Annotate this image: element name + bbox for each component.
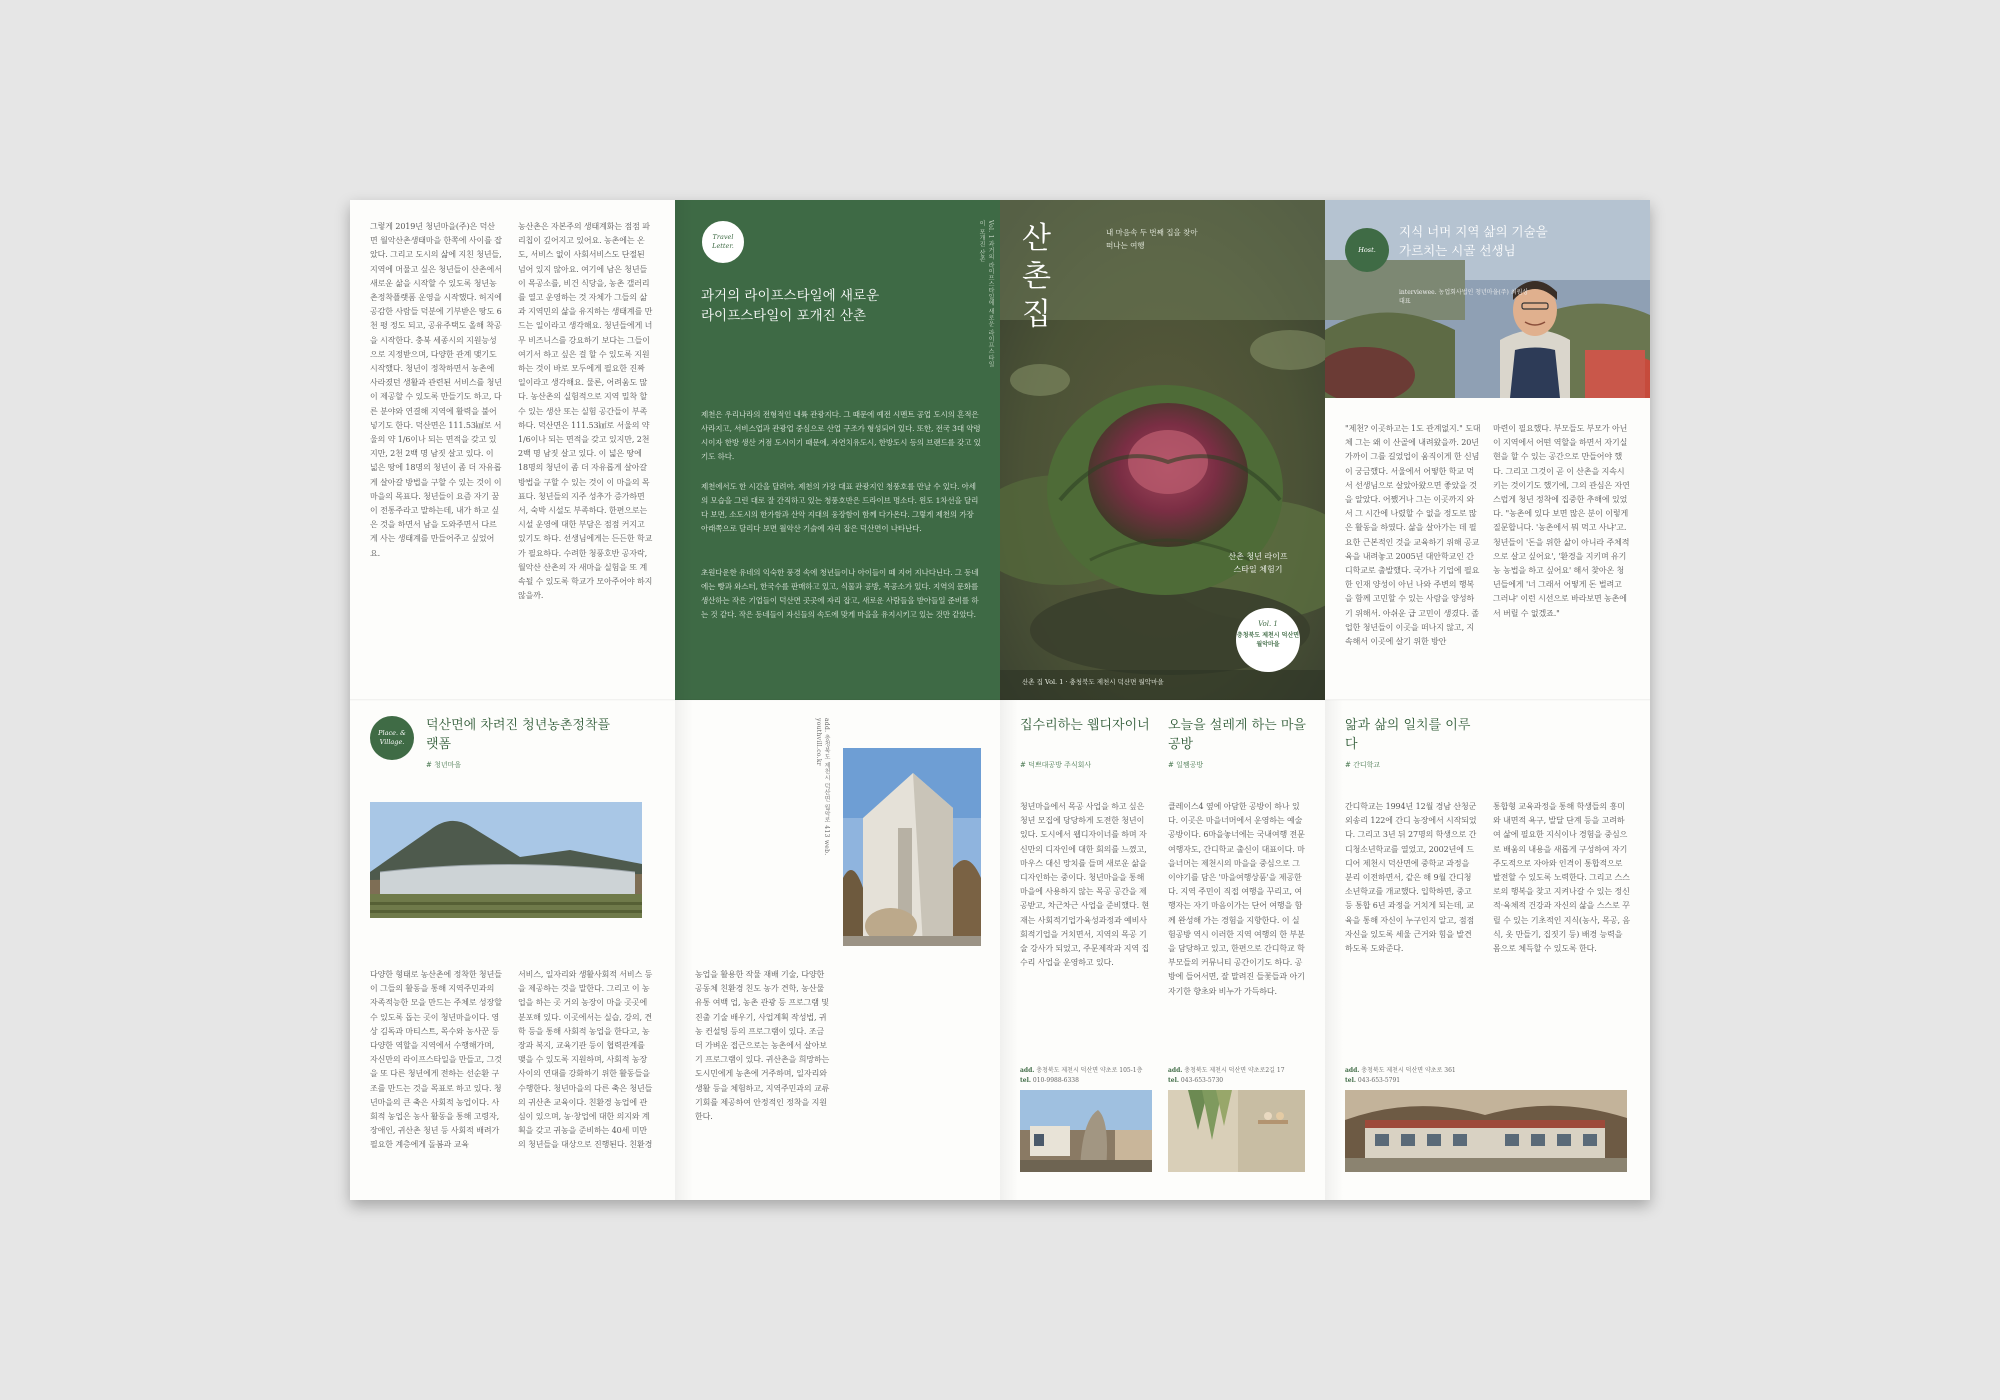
panel-title: 덕산면에 차려진 청년농촌정착플랫폼 (426, 718, 611, 752)
bottom-panel-4 (1325, 700, 1650, 1200)
address-text: 충청북도 제천시 덕산면 약초로2길 17 (1184, 1067, 1285, 1074)
host-title: 지식 너머 지역 삶의 기술을 가르치는 시골 선생님 (1399, 224, 1548, 258)
craft-studio-photo (1168, 1090, 1305, 1172)
vol-number: Vol. 1 (1258, 620, 1278, 628)
text-column: 청년마을에서 목공 사업을 하고 싶은 청년 모집에 당당하게 도전한 청년이 있다. 도시에서 웹디자이너를 하며 자신만의 디자인에 대한 회의를 느꼈고, 마우스 대신 망치를 들며 새로운 삶을 디자인하는 중이다. 청년마을을 통해 마을에 사용하지 않는 목공 공간을 제공받고, 차근차근 사업을 준비했다. 현재는 사회적기업가육성과정과 예비사회적기업을 거치면서, 지역의 목공 기술 강사가 되었고, 주문제작과 지역 집수리 사업을 운영하고 있다. (1020, 802, 1150, 968)
vol-badge (1236, 608, 1300, 672)
place-village-badge: Place. & Village. (370, 716, 414, 760)
tel-label: tel. (1020, 1077, 1031, 1084)
address-text: 충청북도 제천시 덕산면 약초로 361 (1361, 1067, 1456, 1074)
top-panel-4-host (1325, 200, 1650, 700)
text-column: 서비스, 일자리와 생활사회적 서비스 등을 제공하는 것을 말한다. 그리고 이 농업을 하는 곳 거의 농장이 마을 곳곳에 분포해 있다. 이곳에서는 실습, 강의, 견학 등을 통해 사회적 농업을 한다고, 농장과 복지, 교육기관 등이 협력관계를 맺을 수 있도록 지원하며, 사회적 농장 사이의 연대를 강화하기 위한 활동들을 수행한다. 청년마을의 다른 축은 청년들의 귀산촌 교육이다. 친환경 농업에 관심이 있으며, 농·창업에 대한 의지와 계획을 갖고 귀농을 준비하는 40세 미만의 청년들을 대상으로 진행된다. 친환경 (518, 970, 653, 1150)
cover-subtitle: 내 마음속 두 번째 집을 찾아 떠나는 여행 (1106, 228, 1198, 250)
text-column: 통합형 교육과정을 통해 학생들의 흥미와 내면적 욕구, 발달 단계 등을 고려하여 삶에 필요한 지식이나 경험을 중심으로 배움의 내용을 새롭게 구성하여 자기 주도적으로 자아와 인격이 통합적으로 발전할 수 있도록 노력한다. 그리고 스스로의 행복을 찾고 지켜나갈 수 있는 정신적·육체적 건강과 자신의 삶을 스스로 꾸릴 수 있는 기초적인 지식(농사, 목공, 음식, 옷 만들기, 집짓기 등) 배경 능력을 몸으로 체득할 수 있도록 한다. (1493, 802, 1630, 954)
top-panel-3-cover (1000, 200, 1325, 700)
panel-title: 과거의 라이프스타일에 새로운 라이프스타일이 포개진 산촌 (701, 288, 880, 324)
cover-side-caption: 산촌 청년 라이프스타일 체험기 (1228, 552, 1288, 574)
address-text: 충청북도 제천시 덕산면 약초로 105-1층 (1036, 1067, 1143, 1074)
host-badge: Host. (1345, 228, 1389, 272)
cover-title: 산촌 집 (1022, 221, 1051, 332)
phone-text: 043-653-5791 (1357, 1077, 1401, 1084)
top-panel-2 (675, 200, 1000, 700)
tel-label: tel. (1345, 1077, 1356, 1084)
paragraph-1: 제천은 우리나라의 전형적인 내륙 관광지다. 그 때문에 예전 시멘트 공업 도시의 흔적은 사라지고, 서비스업과 관광업 중심으로 산업 구조가 형성되어 있다. 또한, 전국 3대 약령시이자 한방 생산 거점 도시이기 때문에, 자연치유도시, 한방도시 등의 브랜드를 갖고 있기도 하다. (701, 410, 981, 461)
text-column: 마련이 필요했다. 부모들도 부모가 아닌 이 지역에서 어떤 역할을 하면서 자기실현을 할 수 있는 공간으로 만들어야 했다. 그리고 그것이 곧 이 산촌을 지속시키는 것이기도 했기에, 그의 관심은 자연스럽게 청년 정착에 집중한 추해에 있었다. "농촌에 있다 보면 많은 분이 이렇게 질문합니다. '농촌에서 뭐 먹고 사냐'고. 청년들이 '돈을 위한 삶이 아니라 주체적으로 살고 싶어요', '환경을 지키며 유기농 농법을 하고 싶어요' 해서 찾아온 청년들에게 '너 그래서 어떻게 돈 벌려고 그러냐' 이런 시선으로 바라보면 농촌에서 버릴 수 없겠죠." (1493, 424, 1630, 618)
phone-text: 043-653-5730 (1180, 1077, 1224, 1084)
address-1 (1020, 1066, 1160, 1086)
add-label: add. (1345, 1067, 1360, 1074)
address-2 (1168, 1066, 1313, 1086)
bottom-panel-1 (350, 700, 675, 1200)
horizontal-fold (350, 699, 1650, 701)
school-photo (1345, 1090, 1627, 1172)
cover-footer: 산촌 집 Vol. 1 · 충청북도 제천시 덕산면 월악마을 (1022, 678, 1164, 686)
hashtag-1: # 덕쁘대공방 주식회사 (1020, 761, 1092, 769)
hashtag: # 청년마을 (426, 761, 462, 769)
vertical-caption: Vol. 1 과거의 라이프스타일에 새로운 라이프스타일이 포개진 산촌 (978, 220, 994, 368)
hashtag: # 간디학교 (1345, 761, 1381, 769)
greenhouse-mountain-photo (370, 802, 642, 918)
text-column: 간디학교는 1994년 12월 경남 산청군 외송리 122에 간디 농장에서 시작되었다. 그리고 3년 뒤 27명의 학생으로 간디청소년학교를 열었고, 2002년에 드디어 제천시 덕산면에 중학교 과정을 분리 이전하면서, 같은 해 9월 간디청소년학교를 개교했다. 입학하면, 중고등 통합 6년 과정을 거치게 되는데, 교육을 통해 자신이 누구인지 알고, 점점 자신을 있도록 세울 근거와 힘을 발견하도록 도와준다. (1345, 802, 1477, 954)
text-column: 다양한 형태로 농산촌에 정착한 청년들이 그들의 활동을 통해 지역주민과의 자족적능한 모을 만드는 주체로 성장할 수 있도록 돕는 곳이 청년마을이다. 영상 김독과 마티스트, 목수와 농사꾼 등 다양한 역할을 지역에서 수행해가며, 자신만의 라이프스타일을 만들고, 그것을 또 다른 청년에게 전하는 선순환 구조를 만드는 것을 목표로 하고 있다. 청년마을의 큰 축은 사회적 농업이다. 사회적 농업은 농사 활동을 통해 고령자, 장애인, 귀산촌 청년 등 사회적 배려가 필요한 계층에게 돌봄과 교육 (370, 970, 502, 1150)
text-column: "제천? 이곳하고는 1도 관계없지." 도대체 그는 왜 이 산골에 내려왔을까. 20년 가까이 그를 길었업이 움직이게 한 신념이 궁금했다. 서울에서 어떻한 학교 먹서 선생님으로 살았아왔으면 좋았을 것을 알았다. 어쨌거나 그는 이곳까지 와서 그 시간에 나렸할 수 없을 정도로 많은 활동을 하였다. 삶을 살아가는 데 필요한 근본적인 것을 교육하기 위해 공교육을 내려놓고 2005년 대안학교인 간디학교로 출발했다. 국가나 기업에 필요한 인재 양성이 아닌 나와 주변의 행복을 함께 고민할 수 있는 사람을 양성하기 위해서. 아쉬운 급 고민이 생겼다. 졸업한 청년들이 이곳을 떠나지 않고, 지속해서 이곳에 살기 위한 방안 (1345, 424, 1481, 647)
building-photo (843, 748, 981, 946)
section-title-2: 오늘을 설레게 하는 마을 공방 (1168, 718, 1306, 752)
text-column: 그렇게 2019년 청년마을(주)은 덕산면 월악산촌생태마을 한쪽에 사이를 잡았다. 그리고 도시의 삶에 지친 청년들, 지역에 머물고 싶은 청년들이 산촌에서 새로운 삶을 시작할 수 있도록 청년농촌정착플랫폼 운영을 시작했다. 허지에 공감한 사람들 덕분에 기부받은 땅도 6천 평 정도 되고, 공유주택도 올해 착공을 시작한다. 충북 세종시의 지원능성으로 지정받으며, 다양한 관계 맺기도 시작했다. 청년이 정착하면서 농촌에 사라졌던 생활과 관련된 서비스를 청년이 제공할 수 있도록 만들기도 하고, 다른 분야와 연결해 지역에 활력을 불어넣기도 한다. 덕산면은 111.53㎢로 서울의 약 1/6이나 되는 면적을 갖고 있지만, 2천 2백 명 남짓 살고 있다. 이 넓은 땅에 18명의 청년이 좀 더 자유롭게 살아갈 방법을 구할 수 있는 것이 이 마을의 목표다. 청년들이 요즘 자기 꿈이 전통주라고 말하는데, 내가 하고 싶은 것을 하면서 남을 도와주면서 다르게 사는 생태계를 만들어주고 싶었어요. (370, 222, 502, 558)
brochure-sheet (350, 200, 1650, 1200)
bottom-panel-2 (675, 700, 1000, 1200)
address (1345, 1066, 1525, 1086)
vol-region: 충청북도 제천시 덕산면 월악마을 (1236, 632, 1300, 648)
tel-label: tel. (1168, 1077, 1179, 1084)
text-column: 농업을 활용한 작물 재배 기술, 다양한 공동체 친환경 친도 농가 견학, 농산물 유통 여백 업, 농촌 관광 등 프로그램 및 진출 기술 배우기, 사업계획 작성법, 귀농 컨설팅 등의 프로그램이 있다. 조금 더 가벼운 접근으로는 농촌에서 살아보기 프로그램이 있다. 귀산촌을 희망하는 도시민에게 농촌에 거주하며, 일자리와 생활 등을 체험하고, 지역주민과의 교류 기회를 제공하여 안정적인 정착을 지원한다. (695, 970, 830, 1122)
paragraph-3: 초원다운한 유네의 익숙한 풍경 속에 청년들이나 아이들이 떼 지어 지나다닌다. 그 동네에는 빵과 와스터, 한국수를 판매하고 있고, 식물과 공방, 목공소가 있다. 지역의 문화를 생산하는 작은 기업들이 덕산면 곳곳에 자리 잡고, 새로운 사람들을 받아들일 준비를 하는 것 같다. 작은 동네들이 자신들의 속도에 맞게 마을을 유지시키고 있는 것만 같았다. (701, 568, 979, 619)
paragraph-2: 제천에서도 한 시간을 달려야, 제천의 가장 대표 관광지인 청풍호를 만날 수 있다. 아세의 모습을 그린 대로 잘 간직하고 있는 청풍호반은 드라이브 명소다. 윈도 1차선을 달리다 보면, 소도시의 한가함과 산악 지대의 웅장함이 함께 다가온다. 그렇게 제천의 가장 아래쪽으로 달리다 보면 월악산 기슭에 자리 잡은 덕산면이 나타난다. (701, 482, 979, 533)
add-label: add. (1020, 1067, 1035, 1074)
add-label: add. (1168, 1067, 1183, 1074)
workshop-photo (1020, 1090, 1152, 1172)
phone-text: 010-9988-6338 (1032, 1077, 1079, 1084)
interviewee: interviewee. 농업회사법인 청년마을(주) 최원상 대표 (1399, 289, 1529, 305)
panel-title: 앎과 삶의 일치를 이루다 (1345, 718, 1471, 752)
address-vertical: add. 충청북도 제천시 덕산면 월악로 413 web. youthvill.co.kr (815, 718, 830, 856)
section-title-1: 집수리하는 웹디자이너 (1020, 718, 1150, 733)
hashtag-2: # 일쨈공방 (1168, 761, 1204, 769)
travel-letter-badge: Travel Letter. (701, 220, 745, 264)
bottom-panel-3 (1000, 700, 1325, 1200)
text-column: 클레이스4 옆에 아담한 공방이 하나 있다. 이곳은 마을너머에서 운영하는 예술공방이다. 6마을놓너에는 국내여행 전문 여행자도, 간디학교 출신이 대표이다. 마을너머는 제천시의 마을을 중심으로 그 이야기를 담은 '마을여행상품'을 제공한다. 지역 주민이 직접 여행을 꾸리고, 여행자는 자기 마음이가는 단어 여행을 함께 완성해 가는 경험을 지향한다. 이 실험공방 역시 이러한 지역 여행의 한 부분을 담당하고 있고, 한편으로 간디학교 학부모들의 커뮤니티 공간이기도 하다. 공방에 들어서면, 잘 말려진 들꽃들과 아기자기한 향초와 비누가 가득하다. (1168, 802, 1305, 996)
text-column: 농산촌은 자본주의 생태계화는 점점 파리칩이 깊어지고 있어요. 농촌에는 온도, 서비스 없이 사회서비스도 단절된 넘어 있지 않아요. 여기에 남은 청년들이 목공소를, 비건 식당을, 농촌 갤러리를 열고 운영하는 것 자체가 그들의 삶과 지역민의 삶을 유지하는 생태계를 만드는 일이라고 생각해요. 청년들에게 너무 비즈니스를 강요하기 보다는 그들이 여기서 하고 싶은 걸 할 수 있도록 지원하는 것이 바로 모두에게 필요한 진짜 일이라고 생각해요. 물론, 어려움도 많다. 농산촌의 실험적으로 지역 밀착 할 수 있는 생산 또는 실험 공간들이 부족하다. 덕산면은 111.53㎢로 서울의 약 1/6이나 되는 면적을 갖고 있지만, 2천 2백 명 남짓 살고 있다. 이 넓은 땅에 18명의 청년이 좀 더 자유롭게 살아갈 방법을 구할 수 있는 것이 이 마을의 목표다. 청년들의 지주 성추가 증가하면서, 숙박 시설도 부족하다. 한편으로는 시설 운영에 대한 부담은 점점 커지고 있기도 하다. 선생님에게는 든든한 학교가 필요하다. 수려한 청풍호반 공자락, 월악산 산촌의 자 새마을 실험을 또 계속될 수 있도록 학교가 모아주어야 하지 않을까. (518, 222, 653, 601)
top-panel-1 (350, 200, 675, 700)
